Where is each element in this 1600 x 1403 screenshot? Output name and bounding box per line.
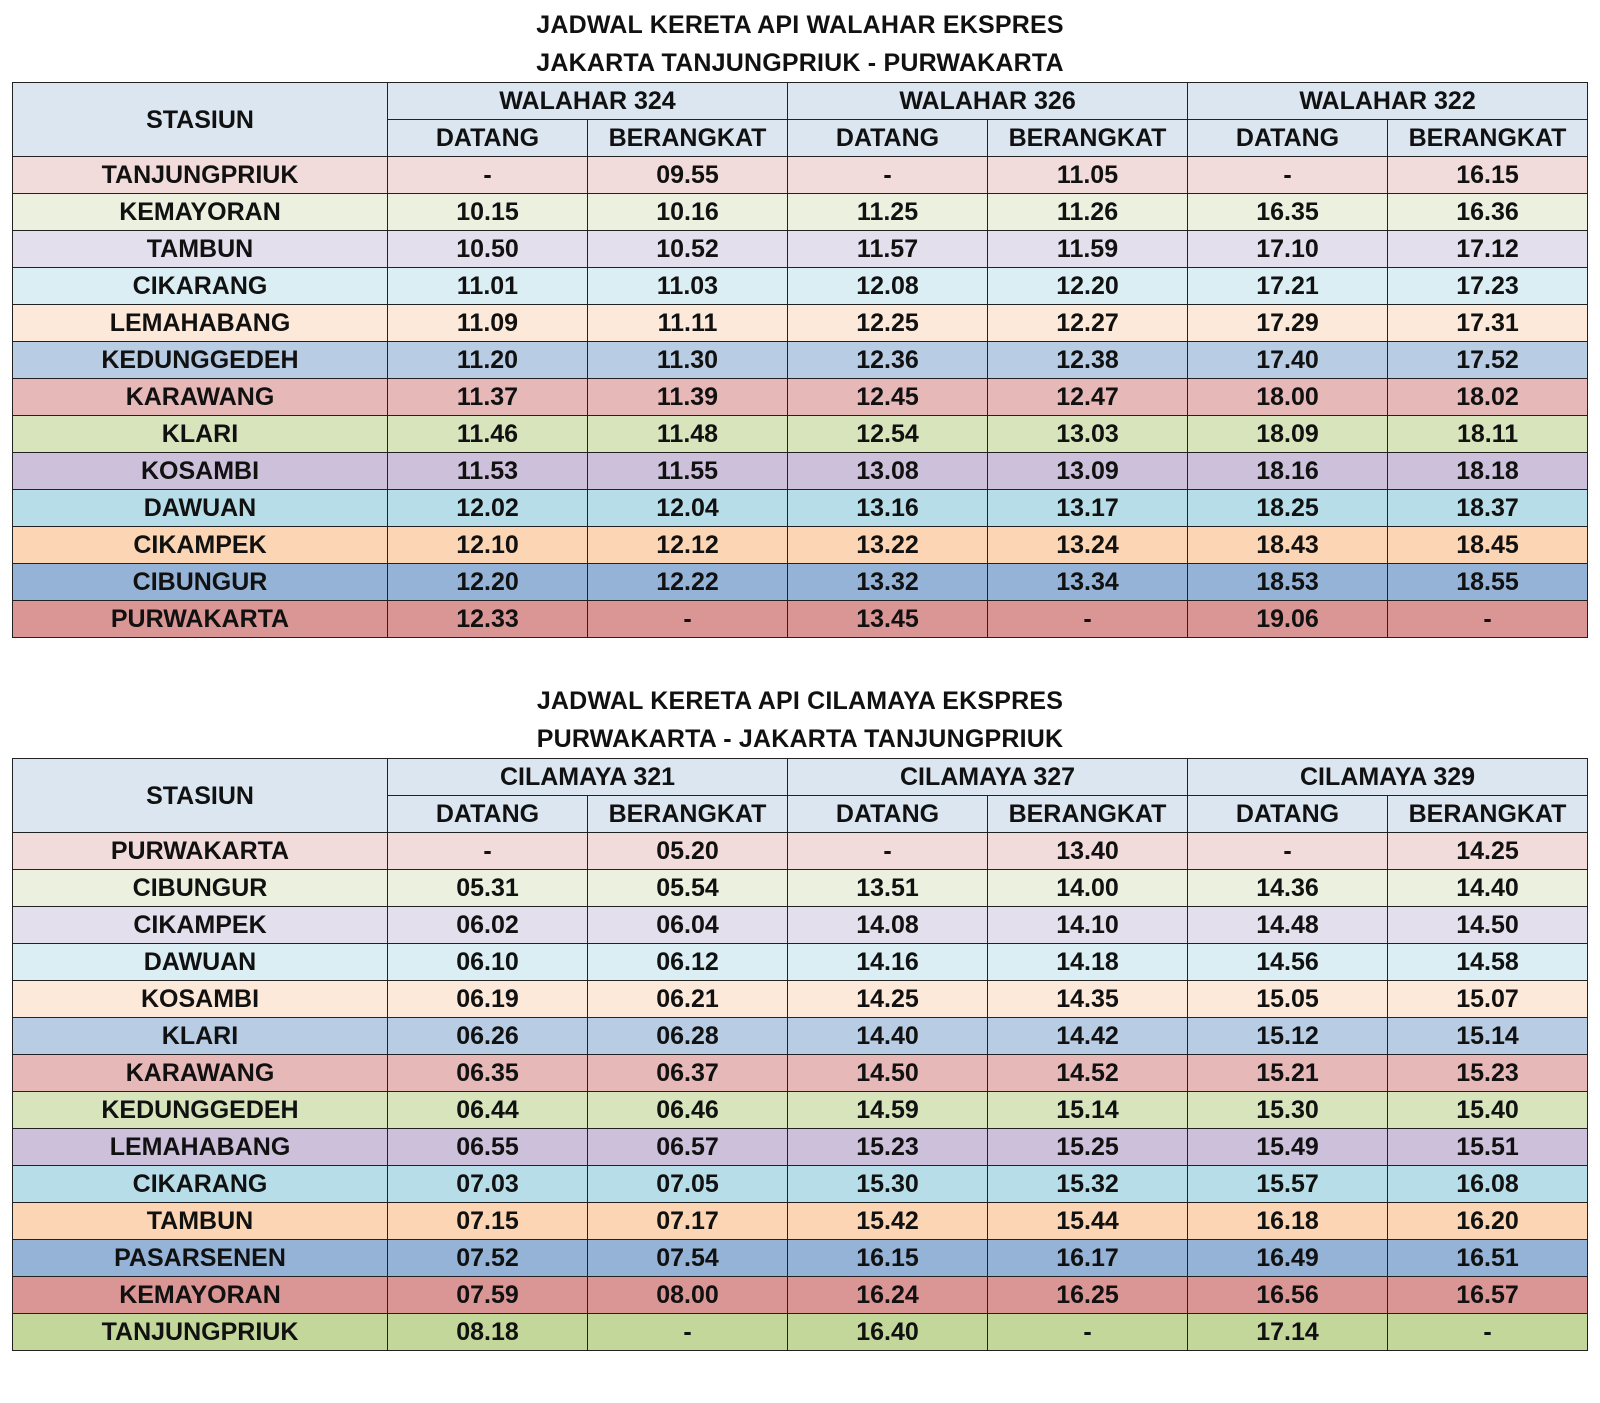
departure-time-cell: 13.34	[988, 564, 1188, 601]
table-row	[13, 416, 1588, 453]
arrival-time-cell: 14.40	[788, 1018, 988, 1055]
arrival-header: DATANG	[388, 796, 588, 833]
departure-time-cell: 18.45	[1388, 527, 1588, 564]
arrival-time-cell: -	[788, 157, 988, 194]
departure-time-cell: 15.32	[988, 1166, 1188, 1203]
departure-time-cell: 08.00	[588, 1277, 788, 1314]
arrival-time-cell: 07.59	[388, 1277, 588, 1314]
table-row	[13, 907, 1588, 944]
departure-time-cell: 14.10	[988, 907, 1188, 944]
departure-time-cell: 06.28	[588, 1018, 788, 1055]
departure-time-cell: 09.55	[588, 157, 788, 194]
table-row	[13, 1314, 1588, 1351]
station-name-cell: CIKAMPEK	[13, 527, 388, 564]
arrival-time-cell: 14.08	[788, 907, 988, 944]
arrival-time-cell: 06.26	[388, 1018, 588, 1055]
station-name-cell: PASARSENEN	[13, 1240, 388, 1277]
departure-time-cell: 11.48	[588, 416, 788, 453]
departure-time-cell: 11.55	[588, 453, 788, 490]
arrival-time-cell: -	[788, 833, 988, 870]
departure-time-cell: 13.09	[988, 453, 1188, 490]
station-name-cell: DAWUAN	[13, 490, 388, 527]
arrival-time-cell: 13.51	[788, 870, 988, 907]
arrival-time-cell: 18.09	[1188, 416, 1388, 453]
departure-time-cell: 15.44	[988, 1203, 1188, 1240]
arrival-time-cell: 12.45	[788, 379, 988, 416]
arrival-time-cell: 06.10	[388, 944, 588, 981]
table-row	[13, 379, 1588, 416]
station-name-cell: CIBUNGUR	[13, 564, 388, 601]
departure-time-cell: 12.12	[588, 527, 788, 564]
station-name-cell: KOSAMBI	[13, 453, 388, 490]
arrival-time-cell: 11.46	[388, 416, 588, 453]
table-row	[13, 305, 1588, 342]
arrival-time-cell: 17.21	[1188, 268, 1388, 305]
departure-time-cell: 10.52	[588, 231, 788, 268]
train-header: CILAMAYA 329	[1188, 759, 1588, 796]
departure-time-cell: 06.37	[588, 1055, 788, 1092]
cilamaya-schedule	[12, 682, 1588, 1351]
station-name-cell: LEMAHABANG	[13, 1129, 388, 1166]
departure-time-cell: 12.20	[988, 268, 1188, 305]
departure-time-cell: -	[988, 601, 1188, 638]
departure-header: BERANGKAT	[1388, 120, 1588, 157]
departure-time-cell: -	[1388, 1314, 1588, 1351]
departure-time-cell: 15.07	[1388, 981, 1588, 1018]
arrival-time-cell: 12.08	[788, 268, 988, 305]
table-row	[13, 490, 1588, 527]
departure-time-cell: 13.24	[988, 527, 1188, 564]
arrival-time-cell: 11.37	[388, 379, 588, 416]
arrival-time-cell: 11.57	[788, 231, 988, 268]
departure-time-cell: 15.23	[1388, 1055, 1588, 1092]
train-header: WALAHAR 322	[1188, 83, 1588, 120]
table-row	[13, 1018, 1588, 1055]
arrival-time-cell: 07.52	[388, 1240, 588, 1277]
arrival-time-cell: 12.20	[388, 564, 588, 601]
table-row	[13, 231, 1588, 268]
arrival-time-cell: 18.25	[1188, 490, 1388, 527]
arrival-time-cell: 14.36	[1188, 870, 1388, 907]
arrival-header: DATANG	[1188, 796, 1388, 833]
schedule-body	[13, 833, 1588, 1351]
arrival-time-cell: 13.45	[788, 601, 988, 638]
departure-time-cell: 15.40	[1388, 1092, 1588, 1129]
departure-time-cell: 16.57	[1388, 1277, 1588, 1314]
arrival-time-cell: 08.18	[388, 1314, 588, 1351]
arrival-time-cell: 11.53	[388, 453, 588, 490]
arrival-time-cell: 17.10	[1188, 231, 1388, 268]
station-name-cell: CIKAMPEK	[13, 907, 388, 944]
station-name-cell: KARAWANG	[13, 1055, 388, 1092]
table-row	[13, 870, 1588, 907]
departure-time-cell: 15.14	[1388, 1018, 1588, 1055]
station-name-cell: KARAWANG	[13, 379, 388, 416]
arrival-time-cell: 16.24	[788, 1277, 988, 1314]
departure-time-cell: 16.08	[1388, 1166, 1588, 1203]
arrival-time-cell: 06.02	[388, 907, 588, 944]
departure-time-cell: 14.35	[988, 981, 1188, 1018]
departure-time-cell: 17.12	[1388, 231, 1588, 268]
departure-header: BERANGKAT	[588, 120, 788, 157]
departure-time-cell: 18.11	[1388, 416, 1588, 453]
station-name-cell: CIKARANG	[13, 1166, 388, 1203]
departure-time-cell: 15.25	[988, 1129, 1188, 1166]
arrival-time-cell: 15.30	[788, 1166, 988, 1203]
departure-time-cell: 17.52	[1388, 342, 1588, 379]
departure-time-cell: 16.36	[1388, 194, 1588, 231]
arrival-header: DATANG	[788, 796, 988, 833]
departure-time-cell: 06.04	[588, 907, 788, 944]
station-name-cell: TANJUNGPRIUK	[13, 157, 388, 194]
arrival-time-cell: 15.12	[1188, 1018, 1388, 1055]
arrival-time-cell: 05.31	[388, 870, 588, 907]
arrival-time-cell: 15.21	[1188, 1055, 1388, 1092]
arrival-time-cell: 07.15	[388, 1203, 588, 1240]
arrival-time-cell: 14.48	[1188, 907, 1388, 944]
arrival-time-cell: 07.03	[388, 1166, 588, 1203]
train-header: WALAHAR 324	[388, 83, 788, 120]
table-row	[13, 1129, 1588, 1166]
arrival-time-cell: 16.49	[1188, 1240, 1388, 1277]
arrival-time-cell: 15.23	[788, 1129, 988, 1166]
departure-time-cell: 14.18	[988, 944, 1188, 981]
train-header: CILAMAYA 321	[388, 759, 788, 796]
departure-time-cell: -	[588, 1314, 788, 1351]
departure-time-cell: 14.40	[1388, 870, 1588, 907]
arrival-time-cell: 16.56	[1188, 1277, 1388, 1314]
table-row	[13, 1277, 1588, 1314]
station-name-cell: KEDUNGGEDEH	[13, 342, 388, 379]
table-row	[13, 1203, 1588, 1240]
arrival-header: DATANG	[388, 120, 588, 157]
arrival-time-cell: 11.25	[788, 194, 988, 231]
departure-time-cell: 11.30	[588, 342, 788, 379]
departure-time-cell: 14.50	[1388, 907, 1588, 944]
departure-time-cell: 14.00	[988, 870, 1188, 907]
arrival-time-cell: -	[1188, 833, 1388, 870]
departure-time-cell: 17.23	[1388, 268, 1588, 305]
arrival-time-cell: 12.33	[388, 601, 588, 638]
departure-time-cell: 12.04	[588, 490, 788, 527]
table-row	[13, 268, 1588, 305]
departure-time-cell: 12.47	[988, 379, 1188, 416]
arrival-time-cell: 06.35	[388, 1055, 588, 1092]
arrival-time-cell: 17.29	[1188, 305, 1388, 342]
arrival-time-cell: 15.30	[1188, 1092, 1388, 1129]
train-header: WALAHAR 326	[788, 83, 1188, 120]
arrival-header: DATANG	[788, 120, 988, 157]
departure-time-cell: 11.11	[588, 305, 788, 342]
arrival-time-cell: 18.16	[1188, 453, 1388, 490]
arrival-time-cell: 15.49	[1188, 1129, 1388, 1166]
departure-time-cell: 11.39	[588, 379, 788, 416]
departure-time-cell: 14.25	[1388, 833, 1588, 870]
departure-time-cell: -	[988, 1314, 1188, 1351]
schedule-table	[12, 758, 1588, 1351]
arrival-time-cell: 13.08	[788, 453, 988, 490]
station-name-cell: KLARI	[13, 1018, 388, 1055]
departure-time-cell: 16.25	[988, 1277, 1188, 1314]
station-name-cell: KOSAMBI	[13, 981, 388, 1018]
departure-time-cell: -	[1388, 601, 1588, 638]
arrival-time-cell: 15.05	[1188, 981, 1388, 1018]
arrival-time-cell: 13.16	[788, 490, 988, 527]
schedule-table	[12, 82, 1588, 638]
arrival-time-cell: 12.25	[788, 305, 988, 342]
arrival-time-cell: 06.44	[388, 1092, 588, 1129]
station-name-cell: TANJUNGPRIUK	[13, 1314, 388, 1351]
schedule-route: JAKARTA TANJUNGPRIUK - PURWAKARTA	[536, 49, 1064, 77]
arrival-time-cell: 19.06	[1188, 601, 1388, 638]
station-header: STASIUN	[13, 83, 388, 157]
arrival-time-cell: 14.56	[1188, 944, 1388, 981]
departure-time-cell: 15.14	[988, 1092, 1188, 1129]
station-header: STASIUN	[13, 759, 388, 833]
departure-time-cell: 07.54	[588, 1240, 788, 1277]
schedule-route: PURWAKARTA - JAKARTA TANJUNGPRIUK	[536, 725, 1064, 753]
table-row	[13, 453, 1588, 490]
departure-time-cell: 14.58	[1388, 944, 1588, 981]
station-name-cell: KEDUNGGEDEH	[13, 1092, 388, 1129]
departure-time-cell: 14.42	[988, 1018, 1188, 1055]
departure-time-cell: 16.51	[1388, 1240, 1588, 1277]
departure-time-cell: 18.37	[1388, 490, 1588, 527]
station-name-cell: CIBUNGUR	[13, 870, 388, 907]
station-name-cell: TAMBUN	[13, 231, 388, 268]
schedule-body	[13, 157, 1588, 638]
station-name-cell: PURWAKARTA	[13, 601, 388, 638]
arrival-time-cell: 12.36	[788, 342, 988, 379]
arrival-time-cell: 16.15	[788, 1240, 988, 1277]
departure-time-cell: 13.40	[988, 833, 1188, 870]
table-row	[13, 1055, 1588, 1092]
table-row	[13, 342, 1588, 379]
table-row	[13, 944, 1588, 981]
table-row	[13, 601, 1588, 638]
table-row	[13, 1092, 1588, 1129]
schedule-title: JADWAL KERETA API WALAHAR EKSPRES	[536, 11, 1064, 39]
station-name-cell: KLARI	[13, 416, 388, 453]
departure-header: BERANGKAT	[988, 796, 1188, 833]
departure-time-cell: 15.51	[1388, 1129, 1588, 1166]
departure-time-cell: 06.57	[588, 1129, 788, 1166]
departure-time-cell: 18.02	[1388, 379, 1588, 416]
table-row	[13, 833, 1588, 870]
arrival-time-cell: 15.42	[788, 1203, 988, 1240]
arrival-time-cell: 06.19	[388, 981, 588, 1018]
train-header: CILAMAYA 327	[788, 759, 1188, 796]
departure-time-cell: 14.52	[988, 1055, 1188, 1092]
departure-time-cell: 16.20	[1388, 1203, 1588, 1240]
arrival-time-cell: 15.57	[1188, 1166, 1388, 1203]
arrival-time-cell: 12.54	[788, 416, 988, 453]
arrival-time-cell: -	[1188, 157, 1388, 194]
station-name-cell: TAMBUN	[13, 1203, 388, 1240]
departure-time-cell: 11.05	[988, 157, 1188, 194]
station-name-cell: LEMAHABANG	[13, 305, 388, 342]
arrival-time-cell: 17.14	[1188, 1314, 1388, 1351]
table-row	[13, 157, 1588, 194]
departure-time-cell: 07.17	[588, 1203, 788, 1240]
station-name-cell: PURWAKARTA	[13, 833, 388, 870]
arrival-time-cell: 14.25	[788, 981, 988, 1018]
schedule-title: JADWAL KERETA API CILAMAYA EKSPRES	[536, 687, 1064, 715]
arrival-time-cell: 14.50	[788, 1055, 988, 1092]
station-name-cell: KEMAYORAN	[13, 194, 388, 231]
departure-header: BERANGKAT	[988, 120, 1188, 157]
departure-time-cell: 11.03	[588, 268, 788, 305]
departure-time-cell: 12.22	[588, 564, 788, 601]
departure-time-cell: 05.20	[588, 833, 788, 870]
departure-time-cell: 07.05	[588, 1166, 788, 1203]
departure-time-cell: -	[588, 601, 788, 638]
departure-time-cell: 13.03	[988, 416, 1188, 453]
station-name-cell: CIKARANG	[13, 268, 388, 305]
table-row	[13, 194, 1588, 231]
arrival-time-cell: 11.09	[388, 305, 588, 342]
arrival-time-cell: -	[388, 157, 588, 194]
arrival-time-cell: 18.43	[1188, 527, 1388, 564]
arrival-time-cell: -	[388, 833, 588, 870]
station-name-cell: DAWUAN	[13, 944, 388, 981]
departure-time-cell: 11.26	[988, 194, 1188, 231]
departure-time-cell: 05.54	[588, 870, 788, 907]
departure-time-cell: 06.21	[588, 981, 788, 1018]
departure-time-cell: 13.17	[988, 490, 1188, 527]
arrival-time-cell: 14.16	[788, 944, 988, 981]
arrival-header: DATANG	[1188, 120, 1388, 157]
arrival-time-cell: 11.01	[388, 268, 588, 305]
departure-header: BERANGKAT	[588, 796, 788, 833]
departure-time-cell: 18.18	[1388, 453, 1588, 490]
departure-time-cell: 17.31	[1388, 305, 1588, 342]
arrival-time-cell: 16.18	[1188, 1203, 1388, 1240]
table-row	[13, 1166, 1588, 1203]
arrival-time-cell: 13.32	[788, 564, 988, 601]
arrival-time-cell: 10.50	[388, 231, 588, 268]
table-row	[13, 527, 1588, 564]
departure-time-cell: 16.15	[1388, 157, 1588, 194]
arrival-time-cell: 11.20	[388, 342, 588, 379]
departure-time-cell: 10.16	[588, 194, 788, 231]
table-row	[13, 564, 1588, 601]
arrival-time-cell: 12.02	[388, 490, 588, 527]
arrival-time-cell: 18.53	[1188, 564, 1388, 601]
walahar-schedule	[12, 6, 1588, 638]
departure-time-cell: 06.12	[588, 944, 788, 981]
arrival-time-cell: 12.10	[388, 527, 588, 564]
arrival-time-cell: 06.55	[388, 1129, 588, 1166]
departure-header: BERANGKAT	[1388, 796, 1588, 833]
arrival-time-cell: 13.22	[788, 527, 988, 564]
departure-time-cell: 11.59	[988, 231, 1188, 268]
arrival-time-cell: 10.15	[388, 194, 588, 231]
station-name-cell: KEMAYORAN	[13, 1277, 388, 1314]
arrival-time-cell: 17.40	[1188, 342, 1388, 379]
departure-time-cell: 12.38	[988, 342, 1188, 379]
arrival-time-cell: 14.59	[788, 1092, 988, 1129]
departure-time-cell: 12.27	[988, 305, 1188, 342]
arrival-time-cell: 16.35	[1188, 194, 1388, 231]
departure-time-cell: 18.55	[1388, 564, 1588, 601]
departure-time-cell: 16.17	[988, 1240, 1188, 1277]
arrival-time-cell: 16.40	[788, 1314, 988, 1351]
arrival-time-cell: 18.00	[1188, 379, 1388, 416]
table-row	[13, 981, 1588, 1018]
departure-time-cell: 06.46	[588, 1092, 788, 1129]
table-row	[13, 1240, 1588, 1277]
